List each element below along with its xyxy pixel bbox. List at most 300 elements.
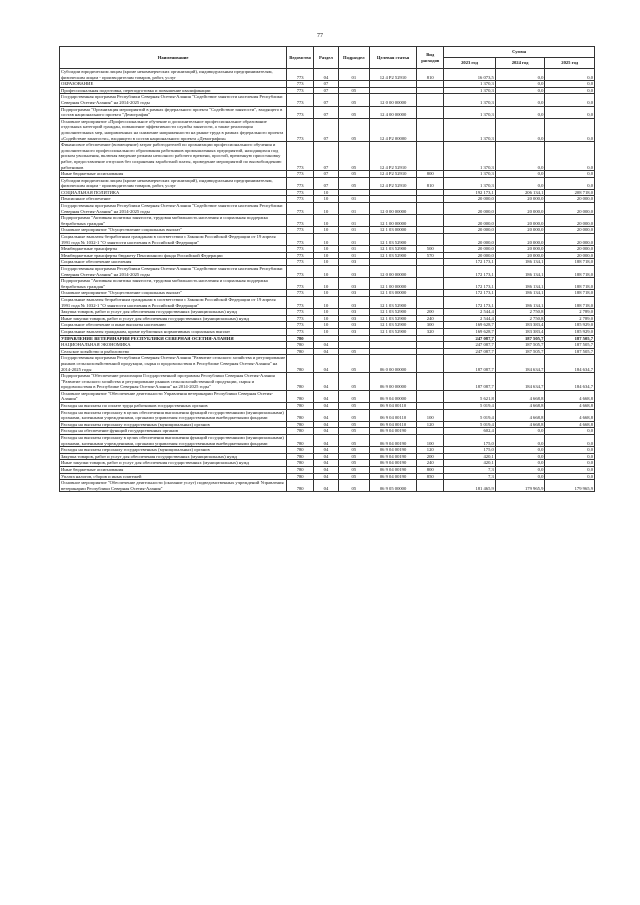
header-2025: 2025 год — [545, 58, 595, 69]
cell-dept: 780 — [287, 355, 314, 373]
cell-dept: 773 — [287, 309, 314, 316]
cell-dept: 773 — [287, 171, 314, 178]
cell-sec: 10 — [314, 196, 339, 203]
cell-sub: 05 — [338, 447, 369, 454]
cell-name: Межбюджетные трансферты — [60, 246, 287, 253]
cell-v23: 5 019,4 — [444, 421, 496, 428]
cell-dept: 780 — [287, 447, 314, 454]
cell-sub: 03 — [338, 266, 369, 278]
cell-v25: 188 718,0 — [545, 296, 595, 308]
cell-name: Расходы на выплаты персоналу государственных (муниципальных) органов — [60, 421, 287, 428]
cell-v23: 169 628,7 — [444, 322, 496, 329]
cell-v25: 188 718,0 — [545, 259, 595, 266]
cell-target: 06 9 04 00190 — [369, 428, 417, 435]
header-section: Раздел — [314, 47, 339, 69]
cell-sec: 10 — [314, 290, 339, 297]
cell-type — [417, 390, 444, 402]
cell-name: Социальное обеспечение населения — [60, 259, 287, 266]
cell-dept: 780 — [287, 453, 314, 460]
cell-v24: 183 383,4 — [495, 328, 545, 335]
cell-type: 570 — [417, 252, 444, 259]
cell-v25: 20 000,0 — [545, 234, 595, 246]
cell-sec: 10 — [314, 315, 339, 322]
cell-name: СОЦИАЛЬНАЯ ПОЛИТИКА — [60, 189, 287, 196]
cell-name: Субсидии юридическим лицам (кроме некоммерческих организаций), индивидуальным предпринимателям, физическим лицам - производителям товаров, работ, услуг — [60, 69, 287, 81]
cell-v23: 247 087,7 — [444, 342, 496, 349]
cell-v24: 0,0 — [495, 171, 545, 178]
cell-v25: 0,0 — [545, 177, 595, 189]
cell-sub: 05 — [338, 480, 369, 492]
cell-v23: 1 370,3 — [444, 171, 496, 178]
cell-v24: 20 000,0 — [495, 234, 545, 246]
cell-dept: 773 — [287, 215, 314, 227]
cell-sub: 05 — [338, 473, 369, 480]
cell-v24: 20 000,0 — [495, 215, 545, 227]
cell-type — [417, 259, 444, 266]
cell-dept: 773 — [287, 296, 314, 308]
cell-type — [417, 355, 444, 373]
cell-sub: 03 — [338, 309, 369, 316]
cell-sub: 05 — [338, 348, 369, 355]
table-row — [60, 428, 595, 435]
cell-dept: 773 — [287, 278, 314, 290]
cell-sec: 04 — [314, 390, 339, 402]
table-row — [60, 171, 595, 178]
cell-v25: 0,0 — [545, 81, 595, 88]
cell-dept: 773 — [287, 252, 314, 259]
cell-v25: 20 000,0 — [545, 203, 595, 215]
cell-v23: 172 173,1 — [444, 290, 496, 297]
cell-type: 240 — [417, 315, 444, 322]
cell-v25: 20 000,0 — [545, 227, 595, 234]
cell-target: 06 0 00 00000 — [369, 355, 417, 373]
cell-target: 06 9 05 00000 — [369, 480, 417, 492]
cell-v25: 0,0 — [545, 428, 595, 435]
cell-sub: 01 — [338, 252, 369, 259]
cell-sub: 01 — [338, 203, 369, 215]
cell-v25: 0,0 — [545, 94, 595, 106]
cell-dept: 773 — [287, 246, 314, 253]
cell-sec: 10 — [314, 328, 339, 335]
cell-sec: 04 — [314, 348, 339, 355]
cell-type — [417, 215, 444, 227]
cell-sec: 04 — [314, 480, 339, 492]
cell-type — [417, 373, 444, 391]
cell-v24: 187 505,7 — [495, 335, 545, 342]
cell-sec: 10 — [314, 203, 339, 215]
cell-sec: 10 — [314, 189, 339, 196]
cell-sub: 03 — [338, 328, 369, 335]
cell-type — [417, 348, 444, 355]
cell-v24: 20 000,0 — [495, 203, 545, 215]
cell-sub: 01 — [338, 69, 369, 81]
cell-v23: 172 173,1 — [444, 278, 496, 290]
cell-type: 810 — [417, 69, 444, 81]
cell-sec — [314, 335, 339, 342]
cell-v23: 5 019,4 — [444, 409, 496, 421]
cell-dept: 773 — [287, 94, 314, 106]
cell-dept: 773 — [287, 196, 314, 203]
cell-v24: 183 383,4 — [495, 322, 545, 329]
cell-dept: 773 — [287, 189, 314, 196]
table-row — [60, 203, 595, 215]
cell-v23: 20 000,0 — [444, 227, 496, 234]
cell-v25: 187 505,7 — [545, 342, 595, 349]
cell-type: 500 — [417, 246, 444, 253]
cell-v25: 0,0 — [545, 118, 595, 141]
cell-v24: 187 505,7 — [495, 348, 545, 355]
header-2024: 2024 год — [495, 58, 545, 69]
cell-v23: 247 087,7 — [444, 348, 496, 355]
cell-sub: 01 — [338, 234, 369, 246]
cell-dept: 773 — [287, 203, 314, 215]
cell-target: 06 9 04 00190 — [369, 460, 417, 467]
cell-sec: 10 — [314, 234, 339, 246]
cell-sec: 04 — [314, 447, 339, 454]
cell-name: Межбюджетные трансферты бюджету Пенсионного фонда Российской Федерации — [60, 252, 287, 259]
cell-dept: 773 — [287, 227, 314, 234]
cell-v23: 181 465,9 — [444, 480, 496, 492]
cell-dept: 780 — [287, 473, 314, 480]
cell-v25: 4 668,8 — [545, 409, 595, 421]
table-row — [60, 177, 595, 189]
cell-type: 800 — [417, 467, 444, 474]
cell-v24: 0,0 — [495, 118, 545, 141]
cell-v24: 184 634,7 — [495, 373, 545, 391]
cell-target — [369, 189, 417, 196]
cell-target: 06 9 04 00000 — [369, 390, 417, 402]
cell-v25: 0,0 — [545, 142, 595, 171]
cell-sec: 04 — [314, 473, 339, 480]
cell-v23: 172 173,1 — [444, 259, 496, 266]
cell-v24: 0,0 — [495, 453, 545, 460]
cell-v23: 20 000,0 — [444, 234, 496, 246]
cell-name: Основное мероприятие "Обеспечение деятельности (оказание услуг) подведомственных учреждений Управления ветеринарии Республики Северная Осетия-Алания" — [60, 480, 287, 492]
cell-name: Иные бюджетные ассигнования — [60, 467, 287, 474]
cell-type — [417, 189, 444, 196]
cell-dept: 773 — [287, 177, 314, 189]
cell-dept: 780 — [287, 335, 314, 342]
cell-target: 12 1 03 52900 — [369, 246, 417, 253]
cell-v25: 0,0 — [545, 87, 595, 94]
cell-v23: 169 628,7 — [444, 328, 496, 335]
cell-type — [417, 234, 444, 246]
cell-v25: 0,0 — [545, 106, 595, 118]
cell-v24: 186 134,1 — [495, 266, 545, 278]
cell-sub: 01 — [338, 246, 369, 253]
table-row — [60, 227, 595, 234]
cell-type — [417, 142, 444, 171]
cell-target: 12 1 03 52900 — [369, 322, 417, 329]
cell-name: Расходы на обеспечение функций государственных органов — [60, 428, 287, 435]
cell-v24: 20 000,0 — [495, 227, 545, 234]
cell-v24: 0,0 — [495, 473, 545, 480]
cell-sec: 07 — [314, 81, 339, 88]
cell-v23: 5 019,4 — [444, 403, 496, 410]
cell-name: Расходы на выплаты персоналу в целях обеспечения выполнения функций государственными (муниципальными) органами, казенными учреждениями, органами управления государственными внебюджетными фондами — [60, 409, 287, 421]
cell-sec: 10 — [314, 259, 339, 266]
cell-v23: 1 370,3 — [444, 177, 496, 189]
cell-sub: 05 — [338, 409, 369, 421]
cell-sec: 07 — [314, 106, 339, 118]
cell-target: 06 9 00 00000 — [369, 373, 417, 391]
table-row — [60, 118, 595, 141]
cell-sub: 05 — [338, 373, 369, 391]
cell-dept: 773 — [287, 81, 314, 88]
cell-target — [369, 259, 417, 266]
cell-v24: 0,0 — [495, 69, 545, 81]
table-row — [60, 435, 595, 447]
cell-type — [417, 94, 444, 106]
cell-v23: 602,4 — [444, 428, 496, 435]
cell-v23: 16 073,5 — [444, 69, 496, 81]
cell-v24: 0,0 — [495, 106, 545, 118]
table-row — [60, 215, 595, 227]
cell-v23: 2 544,4 — [444, 309, 496, 316]
cell-v23: 20 000,0 — [444, 203, 496, 215]
cell-target: 12 0 00 00000 — [369, 266, 417, 278]
cell-name: Иные закупки товаров, работ и услуг для обеспечения государственных (муниципальных) нужд — [60, 460, 287, 467]
cell-v25: 20 000,0 — [545, 196, 595, 203]
cell-sec: 10 — [314, 322, 339, 329]
cell-target: 12 4 P2 00000 — [369, 118, 417, 141]
cell-target: 12 1 00 00000 — [369, 278, 417, 290]
cell-name: Основное мероприятие "Осуществление социальных выплат" — [60, 290, 287, 297]
cell-v25: 185 929,0 — [545, 328, 595, 335]
cell-v24: 0,0 — [495, 142, 545, 171]
cell-sub: 05 — [338, 87, 369, 94]
cell-type: 300 — [417, 322, 444, 329]
header-name: Наименование — [60, 47, 287, 69]
cell-v24: 179 965,9 — [495, 480, 545, 492]
cell-name: Основное мероприятие "Осуществление социальных выплат" — [60, 227, 287, 234]
cell-name: Основное мероприятие «Профессиональное обучение и дополнительное профессиональное образование отдельных категорий граждан, повышение эффективности службы занятости, а также реализация дополнительных мер, направленных на снижение напряженности на рынке труда в рамках федерального проекта «Содействие занятости», входящего в состав национального проекта «Демография» — [60, 118, 287, 141]
cell-sub: 03 — [338, 315, 369, 322]
cell-name: Государственная программа Республики Северная Осетия-Алания "Содействие занятости населения Республики Северная Осетия-Алания" на 2014-2025 годы — [60, 266, 287, 278]
cell-v24: 20 000,0 — [495, 246, 545, 253]
cell-type — [417, 342, 444, 349]
cell-sec: 04 — [314, 69, 339, 81]
cell-v24: 0,0 — [495, 460, 545, 467]
cell-v25: 187 505,7 — [545, 348, 595, 355]
cell-sub: 05 — [338, 390, 369, 402]
cell-target: 12 1 03 00000 — [369, 290, 417, 297]
cell-sub: 05 — [338, 142, 369, 171]
cell-target: 12 1 03 52900 — [369, 252, 417, 259]
cell-v25: 4 668,8 — [545, 421, 595, 428]
cell-name: Государственная программа Республики Северная Осетия-Алания "Содействие занятости населения Республики Северная Осетия-Алания" на 2014-2025 годы — [60, 94, 287, 106]
table-row — [60, 196, 595, 203]
header-subsection: Подраздел — [338, 47, 369, 69]
cell-v25: 179 965,9 — [545, 480, 595, 492]
cell-name: Подпрограмма "Организация мероприятий в рамках федерального проекта "Содействие занятости", входящего в состав национального проекта "Демография" — [60, 106, 287, 118]
cell-sec: 10 — [314, 278, 339, 290]
cell-sub: 01 — [338, 227, 369, 234]
cell-v23: 2 544,4 — [444, 315, 496, 322]
cell-name: Подпрограмма "Активная политика занятости, трудовая мобильность населения и социальная поддержка безработных граждан" — [60, 278, 287, 290]
cell-type — [417, 403, 444, 410]
cell-sec: 04 — [314, 409, 339, 421]
table-row — [60, 453, 595, 460]
cell-sec: 04 — [314, 428, 339, 435]
header-2023: 2023 год — [444, 58, 496, 69]
table-row — [60, 473, 595, 480]
cell-v23: 1 370,3 — [444, 81, 496, 88]
cell-type: 810 — [417, 177, 444, 189]
cell-type — [417, 106, 444, 118]
cell-type — [417, 296, 444, 308]
table-row — [60, 266, 595, 278]
cell-target: 06 9 04 00190 — [369, 435, 417, 447]
cell-v24: 0,0 — [495, 177, 545, 189]
cell-v23: 1 370,3 — [444, 94, 496, 106]
table-body — [60, 69, 595, 492]
cell-type — [417, 428, 444, 435]
cell-name: Социальное обеспечение и иные выплаты населению — [60, 322, 287, 329]
table-row — [60, 403, 595, 410]
cell-sub: 05 — [338, 94, 369, 106]
cell-target: 12 0 00 00000 — [369, 94, 417, 106]
cell-target — [369, 342, 417, 349]
table-row — [60, 322, 595, 329]
cell-v23: 175,0 — [444, 447, 496, 454]
cell-target — [369, 335, 417, 342]
cell-name: НАЦИОНАЛЬНАЯ ЭКОНОМИКА — [60, 342, 287, 349]
cell-v24: 20 000,0 — [495, 196, 545, 203]
table-row — [60, 189, 595, 196]
cell-type: 200 — [417, 453, 444, 460]
table-row — [60, 355, 595, 373]
cell-sub — [338, 335, 369, 342]
cell-type — [417, 81, 444, 88]
cell-sub: 05 — [338, 177, 369, 189]
cell-dept: 773 — [287, 315, 314, 322]
cell-v23: 192 173,1 — [444, 189, 496, 196]
cell-v25: 0,0 — [545, 460, 595, 467]
cell-sub: 01 — [338, 196, 369, 203]
cell-name: Государственная программа Республики Северная Осетия-Алания "Содействие занятости населения Республики Северная Осетия-Алания" на 2014-2025 годы — [60, 203, 287, 215]
cell-target: 12 4 P2 52910 — [369, 171, 417, 178]
cell-dept: 780 — [287, 435, 314, 447]
cell-dept: 773 — [287, 118, 314, 141]
cell-sub: 01 — [338, 215, 369, 227]
cell-v24: 184 634,7 — [495, 355, 545, 373]
cell-type: 320 — [417, 328, 444, 335]
table-row — [60, 328, 595, 335]
cell-sub: 05 — [338, 460, 369, 467]
table-row — [60, 342, 595, 349]
cell-v23: 20 000,0 — [444, 252, 496, 259]
cell-target — [369, 87, 417, 94]
cell-v23: 1 370,3 — [444, 142, 496, 171]
cell-dept: 780 — [287, 348, 314, 355]
cell-v25: 188 718,0 — [545, 290, 595, 297]
cell-name: Подпрограмма "Обеспечение реализации Государственной программы Республики Северная Осетия-Алания "Развитие сельского хозяйства и регулирование рынков сельскохозяйственной продукции, сырья и продовольствия в Республике Северная Осетия-Алания" на 2014-2025 годы" — [60, 373, 287, 391]
cell-type: 240 — [417, 460, 444, 467]
cell-v23: 420,1 — [444, 460, 496, 467]
cell-sub: 03 — [338, 259, 369, 266]
cell-type — [417, 203, 444, 215]
cell-v25: 4 668,8 — [545, 403, 595, 410]
cell-v25: 208 718,0 — [545, 189, 595, 196]
cell-v25: 184 634,7 — [545, 355, 595, 373]
cell-name: Социальные выплаты гражданам, кроме публичных нормативных социальных выплат — [60, 328, 287, 335]
cell-v23: 187 087,7 — [444, 355, 496, 373]
cell-v24: 186 134,1 — [495, 278, 545, 290]
cell-type: 200 — [417, 309, 444, 316]
table-row — [60, 296, 595, 308]
page-number: 77 — [317, 33, 323, 39]
cell-dept: 780 — [287, 403, 314, 410]
table-row — [60, 142, 595, 171]
cell-v25: 2 789,0 — [545, 309, 595, 316]
cell-v23: 7,3 — [444, 467, 496, 474]
table-row — [60, 106, 595, 118]
cell-v25: 184 634,7 — [545, 373, 595, 391]
table-row — [60, 252, 595, 259]
cell-sec: 04 — [314, 453, 339, 460]
cell-v25: 0,0 — [545, 447, 595, 454]
cell-sec: 10 — [314, 252, 339, 259]
cell-v23: 420,1 — [444, 453, 496, 460]
cell-name: ОБРАЗОВАНИЕ — [60, 81, 287, 88]
cell-dept: 773 — [287, 290, 314, 297]
cell-target: 12 1 03 52900 — [369, 309, 417, 316]
cell-dept: 780 — [287, 421, 314, 428]
cell-target: 12 4 P2 52910 — [369, 177, 417, 189]
cell-target — [369, 348, 417, 355]
table-row — [60, 234, 595, 246]
cell-sec: 10 — [314, 266, 339, 278]
cell-type — [417, 227, 444, 234]
cell-v23: 175,0 — [444, 435, 496, 447]
cell-type — [417, 480, 444, 492]
cell-dept: 773 — [287, 106, 314, 118]
cell-sub — [338, 342, 369, 349]
cell-sec: 07 — [314, 171, 339, 178]
cell-name: Расходы на выплаты персоналу государственных (муниципальных) органов — [60, 447, 287, 454]
cell-v24: 187 505,7 — [495, 342, 545, 349]
cell-target: 12 1 03 52900 — [369, 234, 417, 246]
cell-dept: 780 — [287, 373, 314, 391]
table-row — [60, 315, 595, 322]
cell-sub: 03 — [338, 278, 369, 290]
table-row — [60, 87, 595, 94]
table-row — [60, 309, 595, 316]
cell-v24: 0,0 — [495, 447, 545, 454]
cell-v24: 0,0 — [495, 94, 545, 106]
cell-v25: 185 929,0 — [545, 322, 595, 329]
header-row-1 — [60, 47, 595, 58]
table-row — [60, 278, 595, 290]
cell-type — [417, 290, 444, 297]
cell-v23: 20 000,0 — [444, 196, 496, 203]
table-row — [60, 447, 595, 454]
cell-sec: 04 — [314, 421, 339, 428]
cell-v25: 20 000,0 — [545, 246, 595, 253]
cell-name: Пенсионное обеспечение — [60, 196, 287, 203]
cell-name: Государственная программа Республики Северная Осетия-Алания "Развитие сельского хозяйства и регулирование рынков сельскохозяйственной продукции, сырья и продовольствия в Республике Северная Осетия-Алания" на 2014-2025 годы — [61, 355, 286, 372]
cell-type — [417, 87, 444, 94]
cell-v24: 2 750,8 — [495, 309, 545, 316]
cell-dept: 780 — [287, 460, 314, 467]
table-row — [60, 259, 595, 266]
cell-v25: 188 718,0 — [545, 278, 595, 290]
cell-type: 800 — [417, 171, 444, 178]
cell-dept: 780 — [287, 390, 314, 402]
cell-v25: 20 000,0 — [545, 252, 595, 259]
cell-target: 12 1 03 00000 — [369, 227, 417, 234]
